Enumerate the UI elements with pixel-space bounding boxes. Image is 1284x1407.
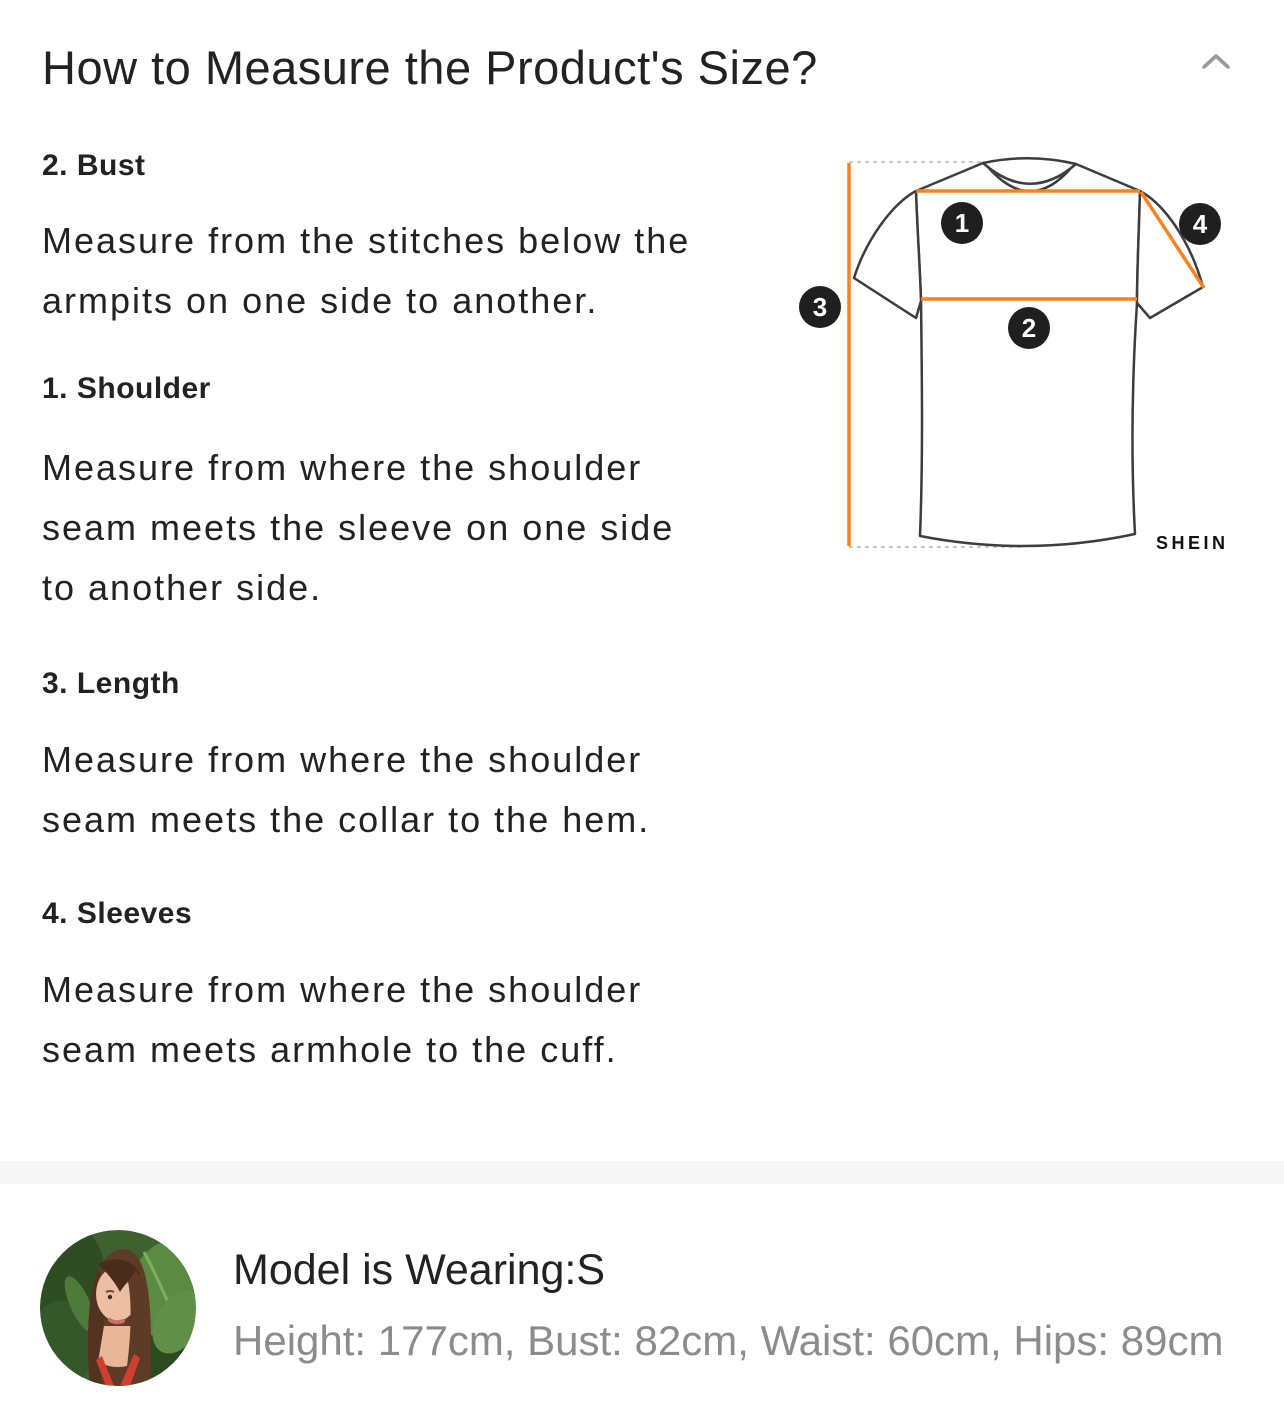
- svg-text:4: 4: [1192, 209, 1208, 239]
- marker-2-bust: [1008, 307, 1050, 349]
- section-body-length: Measure from where the shoulder seam meets the collar to the hem.: [42, 739, 651, 840]
- tshirt-left-sleeve: [854, 191, 921, 318]
- marker-4-sleeves: [1179, 203, 1221, 245]
- section-heading-length: 3. Length: [42, 667, 180, 700]
- collapse-section-button[interactable]: [1192, 44, 1240, 80]
- page-title: How to Measure the Product's Size?: [42, 41, 818, 94]
- section-heading-sleeves: 4. Sleeves: [42, 897, 193, 930]
- section-heading-shoulder: 1. Shoulder: [42, 372, 211, 405]
- section-body-bust: Measure from the stitches below the armpits on one side to another.: [42, 220, 691, 321]
- tshirt-measurement-diagram: [780, 140, 1260, 570]
- model-wearing-label: Model is Wearing:S: [233, 1246, 606, 1294]
- section-body-shoulder: Measure from where the shoulder seam meets the sleeve on one side to another side.: [42, 447, 675, 608]
- svg-text:2: 2: [1021, 313, 1037, 343]
- model-avatar: [40, 1230, 196, 1386]
- svg-text:1: 1: [954, 208, 970, 238]
- section-body-sleeves: Measure from where the shoulder seam meets armhole to the cuff.: [42, 969, 643, 1070]
- svg-text:3: 3: [812, 292, 828, 322]
- shein-logo: SHEIN: [1156, 533, 1229, 553]
- marker-3-length: [799, 286, 841, 328]
- section-divider: [0, 1161, 1284, 1184]
- model-photo-illustration: [40, 1230, 196, 1386]
- chevron-up-icon: [1199, 52, 1233, 72]
- section-heading-bust: 2. Bust: [42, 149, 146, 182]
- marker-1-shoulder: [941, 202, 983, 244]
- model-measurements: Height: 177cm, Bust: 82cm, Waist: 60cm, Hips: 89cm: [233, 1317, 1224, 1364]
